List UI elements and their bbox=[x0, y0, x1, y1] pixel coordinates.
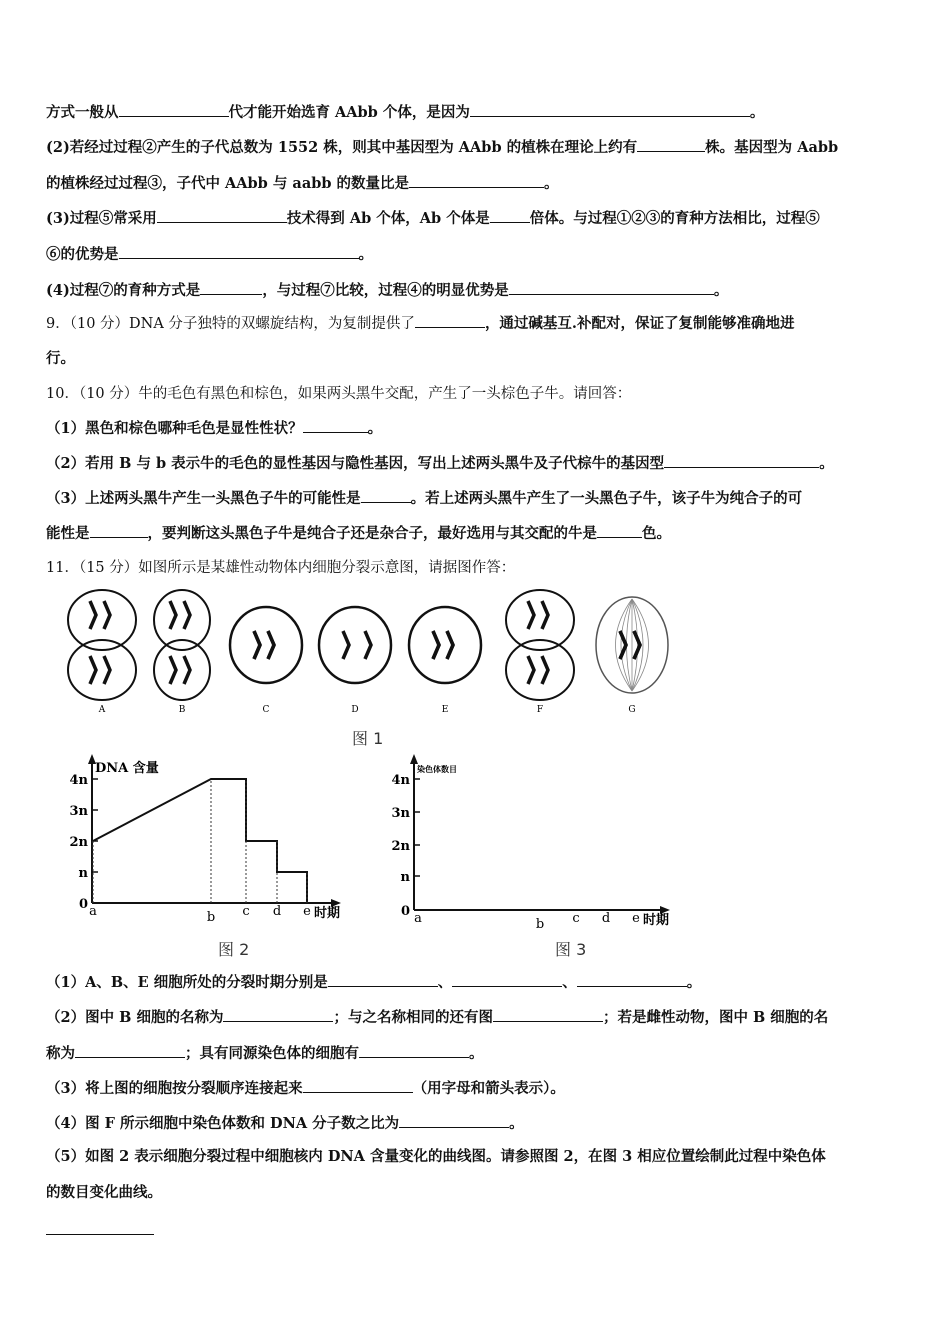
chromosome bbox=[542, 656, 548, 684]
chromosome bbox=[184, 656, 190, 684]
text: (2)若经过过程②产生的子代总数为 1552 株，则其中基因型为 AAbb 的植株在理论上约有 bbox=[46, 139, 638, 156]
text-line bbox=[46, 1183, 162, 1203]
answer-blank[interactable] bbox=[637, 137, 705, 152]
answer-blank[interactable] bbox=[75, 1043, 185, 1058]
text: 行。 bbox=[46, 350, 75, 367]
text: （3）将上图的细胞按分裂顺序连接起来 bbox=[46, 1080, 303, 1097]
chromosome bbox=[268, 631, 274, 659]
answer-blank[interactable] bbox=[470, 102, 750, 117]
text-line bbox=[46, 488, 802, 509]
chromosome bbox=[170, 601, 176, 629]
chromosome bbox=[634, 631, 640, 659]
text: （2）图中 B 细胞的名称为 bbox=[46, 1009, 224, 1026]
text: 。 bbox=[686, 974, 702, 991]
text: （3）上述两头黑牛产生一头黑色子牛的可能性是 bbox=[46, 490, 361, 507]
text-line bbox=[46, 208, 820, 229]
text: ；若是雌性动物，图中 B 细胞的名 bbox=[602, 1009, 829, 1026]
answer-blank[interactable] bbox=[409, 173, 544, 188]
text-line bbox=[46, 244, 373, 265]
chromosome bbox=[343, 631, 349, 659]
answer-blank[interactable] bbox=[157, 208, 287, 223]
answer-blank[interactable] bbox=[577, 972, 687, 987]
text-line bbox=[46, 313, 794, 334]
x-tick-label: b bbox=[206, 910, 216, 925]
answer-blank[interactable] bbox=[399, 1113, 509, 1128]
y-tick-label: 3n bbox=[391, 806, 410, 821]
text: 。 bbox=[749, 104, 765, 121]
x-tick-label: b bbox=[535, 917, 545, 930]
text: 、 bbox=[437, 974, 453, 991]
y-tick-label: 2n bbox=[69, 835, 88, 850]
chromosome bbox=[90, 656, 96, 684]
text: ，与过程⑦比较，过程④的明显优势是 bbox=[262, 282, 509, 299]
answer-blank[interactable] bbox=[303, 418, 368, 433]
text: 。 bbox=[367, 420, 383, 437]
cell-label: G bbox=[628, 705, 636, 715]
text-line bbox=[46, 972, 701, 993]
answer-blank[interactable] bbox=[493, 1007, 603, 1022]
chromosome bbox=[104, 601, 110, 629]
answer-blank[interactable] bbox=[200, 280, 262, 295]
text: 。 bbox=[509, 1115, 524, 1132]
cell-label: E bbox=[441, 705, 449, 715]
cell-membrane bbox=[230, 607, 302, 683]
text: 10．（10 分）牛的毛色有黑色和棕色，如果两头黑牛交配，产生了一头棕色子牛。请回答： bbox=[46, 386, 632, 402]
y-tick-label: n bbox=[400, 870, 410, 885]
answer-blank[interactable] bbox=[119, 102, 229, 117]
y-tick-label: 0 bbox=[400, 904, 410, 919]
text: 技术得到 Ab 个体，Ab 个体是 bbox=[286, 210, 490, 227]
answer-blank[interactable] bbox=[119, 244, 359, 259]
answer-blank[interactable] bbox=[452, 972, 562, 987]
text: 。 bbox=[358, 246, 373, 263]
x-axis-label: 时期 bbox=[643, 913, 670, 928]
text: 、 bbox=[562, 974, 577, 991]
y-axis-arrow-icon bbox=[410, 754, 418, 764]
text: 。 bbox=[819, 455, 834, 472]
text-line bbox=[46, 349, 75, 369]
y-tick-label: 4n bbox=[391, 773, 410, 788]
text: （1）黑色和棕色哪种毛色是显性性状？ bbox=[46, 420, 303, 437]
text: 能性是 bbox=[46, 525, 90, 542]
answer-blank[interactable] bbox=[46, 1220, 154, 1235]
text: (4)过程⑦的育种方式是 bbox=[46, 282, 201, 299]
text-line bbox=[46, 173, 559, 194]
x-axis-label: 时期 bbox=[314, 906, 341, 921]
text: 色。 bbox=[642, 525, 671, 542]
chromosome bbox=[528, 656, 534, 684]
y-tick-label: n bbox=[78, 866, 88, 881]
text-line bbox=[46, 1078, 565, 1099]
text: 倍体。与过程①②③的育种方法相比，过程⑤ bbox=[529, 210, 820, 227]
text-line bbox=[46, 1147, 826, 1167]
x-tick-label: e bbox=[632, 911, 640, 926]
text: 方式一般从 bbox=[46, 104, 119, 121]
text: 称为 bbox=[46, 1045, 75, 1062]
x-tick-label: c bbox=[242, 904, 250, 919]
text-line bbox=[46, 1043, 484, 1064]
cell-label: F bbox=[536, 705, 544, 715]
y-tick-label: 4n bbox=[69, 773, 88, 788]
text: 11．（15 分）如图所示是某雄性动物体内细胞分裂示意图，请据图作答： bbox=[46, 560, 516, 576]
text: （2）若用 B 与 b 表示牛的毛色的显性基因与隐性基因，写出上述两头黑牛及子代棕牛的基因型 bbox=[46, 455, 665, 472]
text-line bbox=[46, 1007, 828, 1028]
text: （5）如图 2 表示细胞分裂过程中细胞核内 DNA 含量变化的曲线图。请参照图 2，在图 3 相应位置绘制此过程中染色体 bbox=[46, 1148, 826, 1165]
spindle-fiber bbox=[632, 599, 638, 691]
y-tick-label: 0 bbox=[78, 897, 88, 912]
text: ⑥的优势是 bbox=[46, 246, 119, 263]
text: 株。基因型为 Aabb bbox=[705, 139, 839, 156]
cell-label: C bbox=[262, 705, 270, 715]
answer-blank[interactable] bbox=[223, 1007, 333, 1022]
text: （用字母和箭头表示）。 bbox=[412, 1080, 565, 1097]
text: 。 bbox=[713, 282, 729, 299]
chromosome bbox=[542, 601, 548, 629]
text-line bbox=[46, 418, 382, 439]
x-tick-label: a bbox=[89, 904, 97, 919]
figure-1-caption: 图 1 bbox=[352, 729, 384, 748]
x-tick-label: d bbox=[601, 911, 611, 926]
answer-blank[interactable] bbox=[90, 523, 148, 538]
answer-blank[interactable] bbox=[303, 1078, 413, 1093]
y-axis-label: 染色体数目 bbox=[417, 764, 457, 774]
figure-2-dna-chart bbox=[55, 750, 345, 930]
text: （4）图 F 所示细胞中染色体数和 DNA 分子数之比为 bbox=[46, 1115, 400, 1132]
chromosome bbox=[90, 601, 96, 629]
answer-blank[interactable] bbox=[415, 313, 485, 328]
y-tick-label: 2n bbox=[391, 839, 410, 854]
chromosome bbox=[528, 601, 534, 629]
text: 。若上述两头黑牛产生了一头黑色子牛，该子牛为纯合子的可 bbox=[410, 490, 803, 507]
text: ；具有同源染色体的细胞有 bbox=[185, 1045, 359, 1062]
chromosome bbox=[184, 601, 190, 629]
text-line bbox=[46, 137, 838, 158]
chromosome bbox=[433, 631, 439, 659]
chromosome bbox=[447, 631, 453, 659]
text-line bbox=[46, 280, 728, 301]
text-line bbox=[46, 453, 834, 474]
cell-label: B bbox=[178, 705, 186, 715]
dna-content-curve bbox=[92, 779, 307, 903]
figure-1-cell-division bbox=[55, 585, 695, 720]
text-line bbox=[46, 523, 671, 544]
text: 。 bbox=[469, 1045, 484, 1062]
x-tick-label: a bbox=[414, 911, 422, 926]
cell-membrane bbox=[409, 607, 481, 683]
answer-blank[interactable] bbox=[328, 972, 438, 987]
text: 的植株经过过程③，子代中 AAbb 与 aabb 的数量比是 bbox=[46, 175, 410, 192]
figure-2-caption: 图 2 bbox=[218, 940, 250, 959]
y-tick-label: 3n bbox=[69, 804, 88, 819]
text: 的数目变化曲线。 bbox=[46, 1184, 162, 1201]
figure-3-chromosome-chart bbox=[380, 750, 690, 930]
chromosome bbox=[365, 631, 371, 659]
answer-blank[interactable] bbox=[361, 488, 411, 503]
text: 代才能开始选育 AAbb 个体，是因为 bbox=[228, 104, 470, 121]
text-line bbox=[46, 384, 631, 404]
x-tick-label: e bbox=[303, 904, 311, 919]
text: ，通过碱基互.补配对，保证了复制能够准确地进 bbox=[484, 315, 795, 332]
text: （1）A、B、E 细胞所处的分裂时期分别是 bbox=[46, 974, 328, 991]
figure-3-caption: 图 3 bbox=[555, 940, 587, 959]
text: (3)过程⑤常采用 bbox=[46, 210, 157, 227]
text-line bbox=[46, 558, 515, 578]
text: ；与之名称相同的还有图 bbox=[333, 1009, 493, 1026]
text-line bbox=[46, 1113, 524, 1134]
answer-blank[interactable] bbox=[359, 1043, 469, 1058]
answer-blank[interactable] bbox=[490, 208, 530, 223]
text: ，要判断这头黑色子牛是纯合子还是杂合子，最好选用与其交配的牛是 bbox=[147, 525, 597, 542]
answer-blank[interactable] bbox=[597, 523, 642, 538]
answer-blank[interactable] bbox=[509, 280, 714, 295]
x-tick-label: c bbox=[572, 911, 580, 926]
chromosome bbox=[170, 656, 176, 684]
y-axis-label: DNA 含量 bbox=[95, 761, 159, 776]
text: 9．（10 分）DNA 分子独特的双螺旋结构，为复制提供了 bbox=[46, 316, 415, 332]
answer-blank[interactable] bbox=[664, 453, 819, 468]
chromosome bbox=[104, 656, 110, 684]
text-line bbox=[46, 1220, 154, 1241]
text-line bbox=[46, 102, 764, 123]
cell-label: D bbox=[351, 705, 359, 715]
chromosome bbox=[254, 631, 260, 659]
cell-label: A bbox=[98, 705, 106, 715]
text: 。 bbox=[544, 175, 559, 192]
x-tick-label: d bbox=[272, 904, 282, 919]
cell-membrane bbox=[319, 607, 391, 683]
